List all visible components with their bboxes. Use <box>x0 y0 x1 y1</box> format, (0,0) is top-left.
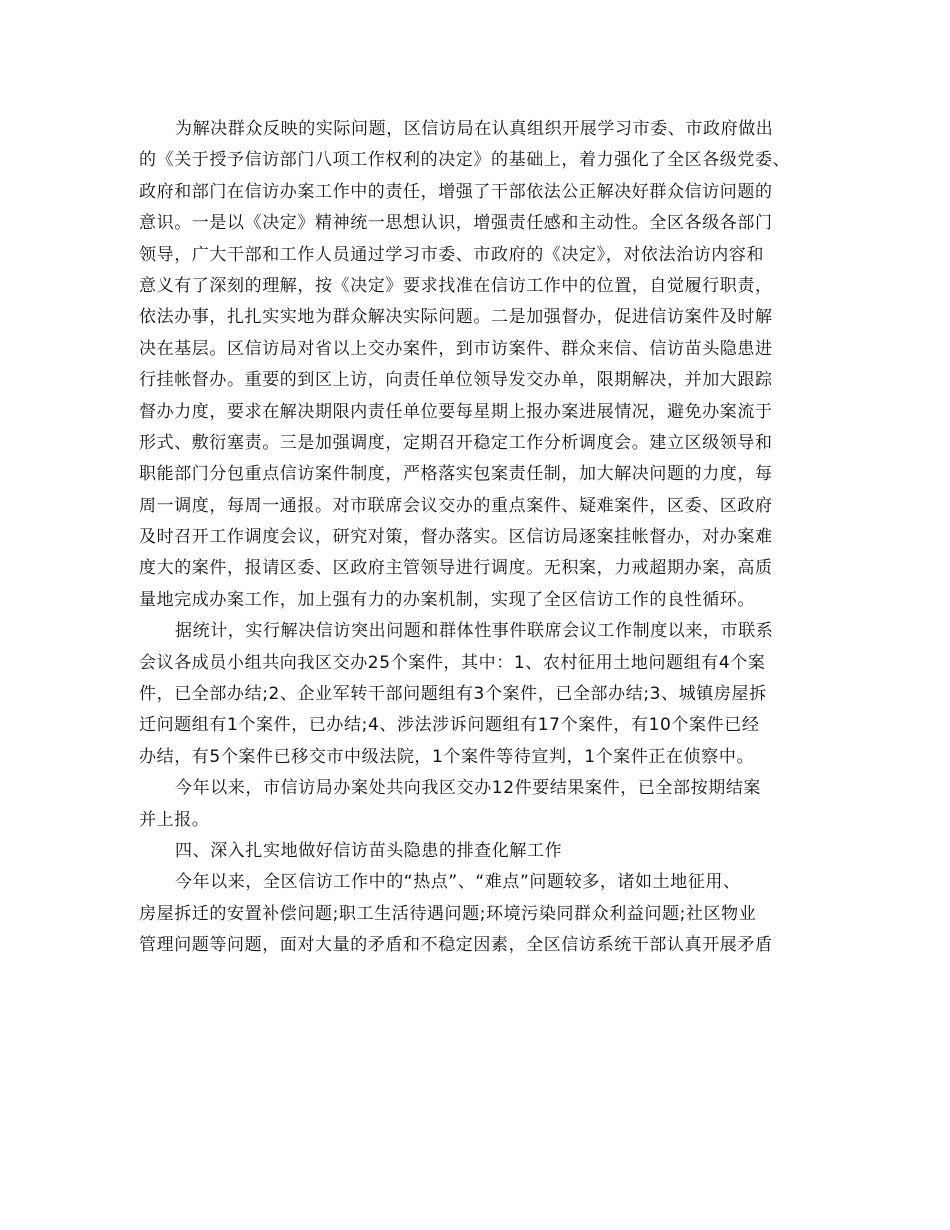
text-line: 今年以来，市信访局办案处共向我区交办12件要结果案件，已全部按期结案 <box>175 778 762 799</box>
document-body <box>139 114 839 962</box>
text-line: 及时召开工作调度会议，研究对策，督办落实。区信访局逐案挂帐督办，对办案难 <box>139 527 773 548</box>
text-line: 今年以来，全区信访工作中的“热点”、“难点”问题较多，诸如土地征用、 <box>175 872 741 893</box>
text-line: 决在基层。区信访局对省以上交办案件，到市访案件、群众来信、信访苗头隐患进 <box>139 338 773 359</box>
text-line: 领导，广大干部和工作人员通过学习市委、市政府的《决定》，对依法治访内容和 <box>139 244 765 265</box>
text-line: 督办力度，要求在解决期限内责任单位要每星期上报办案进展情况，避免办案流于 <box>139 401 773 422</box>
text-line: 行挂帐督办。重要的到区上访，向责任单位领导发交办单，限期解决，并加大跟踪 <box>139 370 773 391</box>
text-line: 的《关于授予信访部门八项工作权利的决定》的基础上，着力强化了全区各级党委、 <box>139 150 791 171</box>
text-line: 度大的案件，报请区委、区政府主管领导进行调度。无积案，力戒超期办案，高质 <box>139 558 773 579</box>
text-line: 房屋拆迁的安置补偿问题;职工生活待遇问题;环境污染同群众利益问题;社区物业 <box>139 903 757 924</box>
text-line: 形式、敷衍塞责。三是加强调度，定期召开稳定工作分析调度会。建立区级领导和 <box>139 432 773 453</box>
text-line: 据统计，实行解决信访突出问题和群体性事件联席会议工作制度以来，市联系 <box>175 621 774 642</box>
text-line: 迁问题组有1个案件，已办结;4、涉法涉诉问题组有17个案件，有10个案件已经 <box>139 715 760 736</box>
text-line: 管理问题等问题，面对大量的矛盾和不稳定因素，全区信访系统干部认真开展矛盾 <box>139 935 773 956</box>
text-line: 依法办事，扎扎实实地为群众解决实际问题。二是加强督办，促进信访案件及时解 <box>139 307 773 328</box>
text-line: 并上报。 <box>139 809 210 830</box>
text-line: 周一调度，每周一通报。对市联席会议交办的重点案件、疑难案件，区委、区政府 <box>139 495 773 516</box>
text-line: 量地完成办案工作，加上强有力的办案机制，实现了全区信访工作的良性循环。 <box>139 589 755 610</box>
text-line: 政府和部门在信访办案工作中的责任，增强了干部依法公正解决好群众信访问题的 <box>139 181 773 202</box>
text-line: 四、深入扎实地做好信访苗头隐患的排查化解工作 <box>175 840 563 861</box>
text-line: 意识。一是以《决定》精神统一思想认识，增强责任感和主动性。全区各级各部门 <box>139 213 773 234</box>
text-line: 意义有了深刻的理解，按《决定》要求找准在信访工作中的位置，自觉履行职责， <box>139 275 773 296</box>
text-line: 为解决群众反映的实际问题，区信访局在认真组织开展学习市委、市政府做出 <box>175 119 774 139</box>
text-line: 会议各成员小组共向我区交办25个案件，其中：1、农村征用土地问题组有4个案 <box>139 652 766 673</box>
text-line: 件，已全部办结;2、企业军转干部问题组有3个案件，已全部办结;3、城镇房屋拆 <box>139 684 767 705</box>
text-line: 办结，有5个案件已移交市中级法院，1个案件等待宣判，1个案件正在侦察中。 <box>139 746 755 767</box>
text-line: 职能部门分包重点信访案件制度，严格落实包案责任制，加大解决问题的力度，每 <box>139 464 773 485</box>
